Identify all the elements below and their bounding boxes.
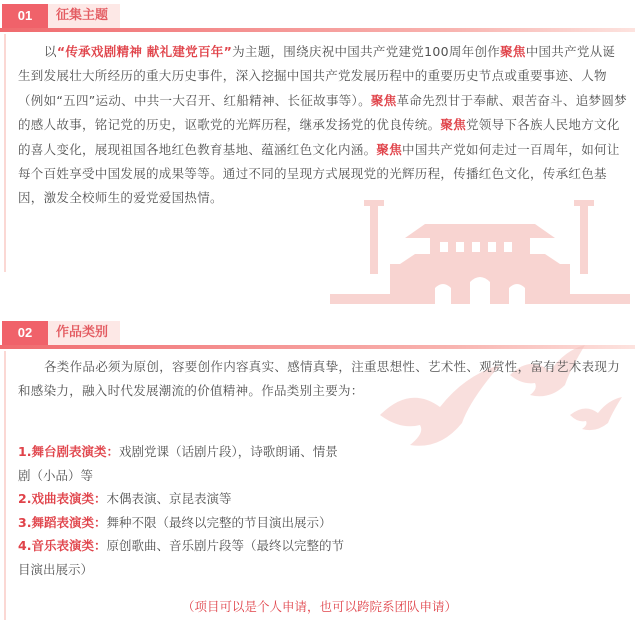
category-text: 戏剧党课（话剧片段），诗歌朗诵、情景剧（小品）等 (18, 444, 338, 483)
category-label: 4.音乐表演类： (18, 538, 107, 553)
left-border-decoration (4, 34, 6, 272)
list-item (18, 511, 348, 535)
category-label: 2.戏曲表演类： (18, 491, 107, 506)
section-title: 征集主题 (48, 4, 120, 28)
category-list (18, 440, 348, 581)
left-border-decoration (4, 351, 6, 620)
section-number-badge: 01 (2, 4, 48, 28)
text-segment: 为主题，围绕庆祝中国共产党建党100周年创作 (232, 44, 501, 59)
category-text: 舞种不限（最终以完整的节目演出展示） (106, 514, 332, 530)
text-segment: 中国共产党从诞生到发展壮大所经历的重大历史事件，深入挖掘中国共产党发展历程中的重要历史节点或重要事迹、人物（例如“五四”运动、中共一大召开、红船精神、长征故事等）。 (18, 44, 616, 108)
text-segment: 以 (44, 44, 57, 59)
section-header-theme (0, 0, 639, 30)
keyword-focus: 聚焦 (500, 44, 526, 59)
category-label: 1.舞台剧表演类： (18, 444, 119, 459)
application-note: （项目可以是个人申请，也可以跨院系团队申请） (181, 599, 457, 614)
header-divider (0, 28, 635, 32)
section-header-categories (0, 317, 639, 347)
list-item (18, 487, 348, 511)
section-number-badge: 02 (2, 321, 48, 345)
keyword-focus: 聚焦 (376, 141, 403, 157)
text-segment: 党领导下各族人民地方文化的喜人变化，展现祖国各地红色教育基地、蕴涵红色文化内涵。 (18, 117, 620, 157)
section-title: 作品类别 (48, 321, 120, 345)
category-label: 3.舞蹈表演类： (18, 514, 107, 530)
theme-slogan: “传承戏剧精神 献礼建党百年” (56, 44, 233, 59)
category-text: 原创歌曲、音乐剧片段等（最终以完整的节目演出展示） (18, 538, 344, 577)
text-segment: 各类作品必须为原创，容要创作内容真实、感情真挚，注重思想性、艺术性、观赏性，富有艺术表现力和感染力，融入时代发展潮流的价值精神。作品类别主要为： (18, 359, 621, 399)
text-segment: 中国共产党如何走过一百周年，如何让每个百姓享受中国发展的成果等等。通过不同的呈现方式展现党的光辉历程，传播红色文化，传承红色基因，激发全校师生的爱党爱国热情。 (18, 141, 620, 206)
text-segment: 革命先烈甘于奉献、艰苦奋斗、追梦圆梦的感人故事，铭记党的历史，讴歌党的光辉历程，继承发扬党的优良传统。 (18, 92, 627, 133)
list-item (18, 534, 348, 581)
keyword-focus: 聚焦 (440, 117, 467, 133)
categories-intro (18, 355, 628, 404)
keyword-focus: 聚焦 (370, 92, 397, 108)
theme-paragraph (18, 40, 628, 211)
category-text: 木偶表演、京昆表演等 (106, 491, 232, 506)
section-body-theme (0, 34, 639, 272)
list-item (18, 440, 348, 487)
